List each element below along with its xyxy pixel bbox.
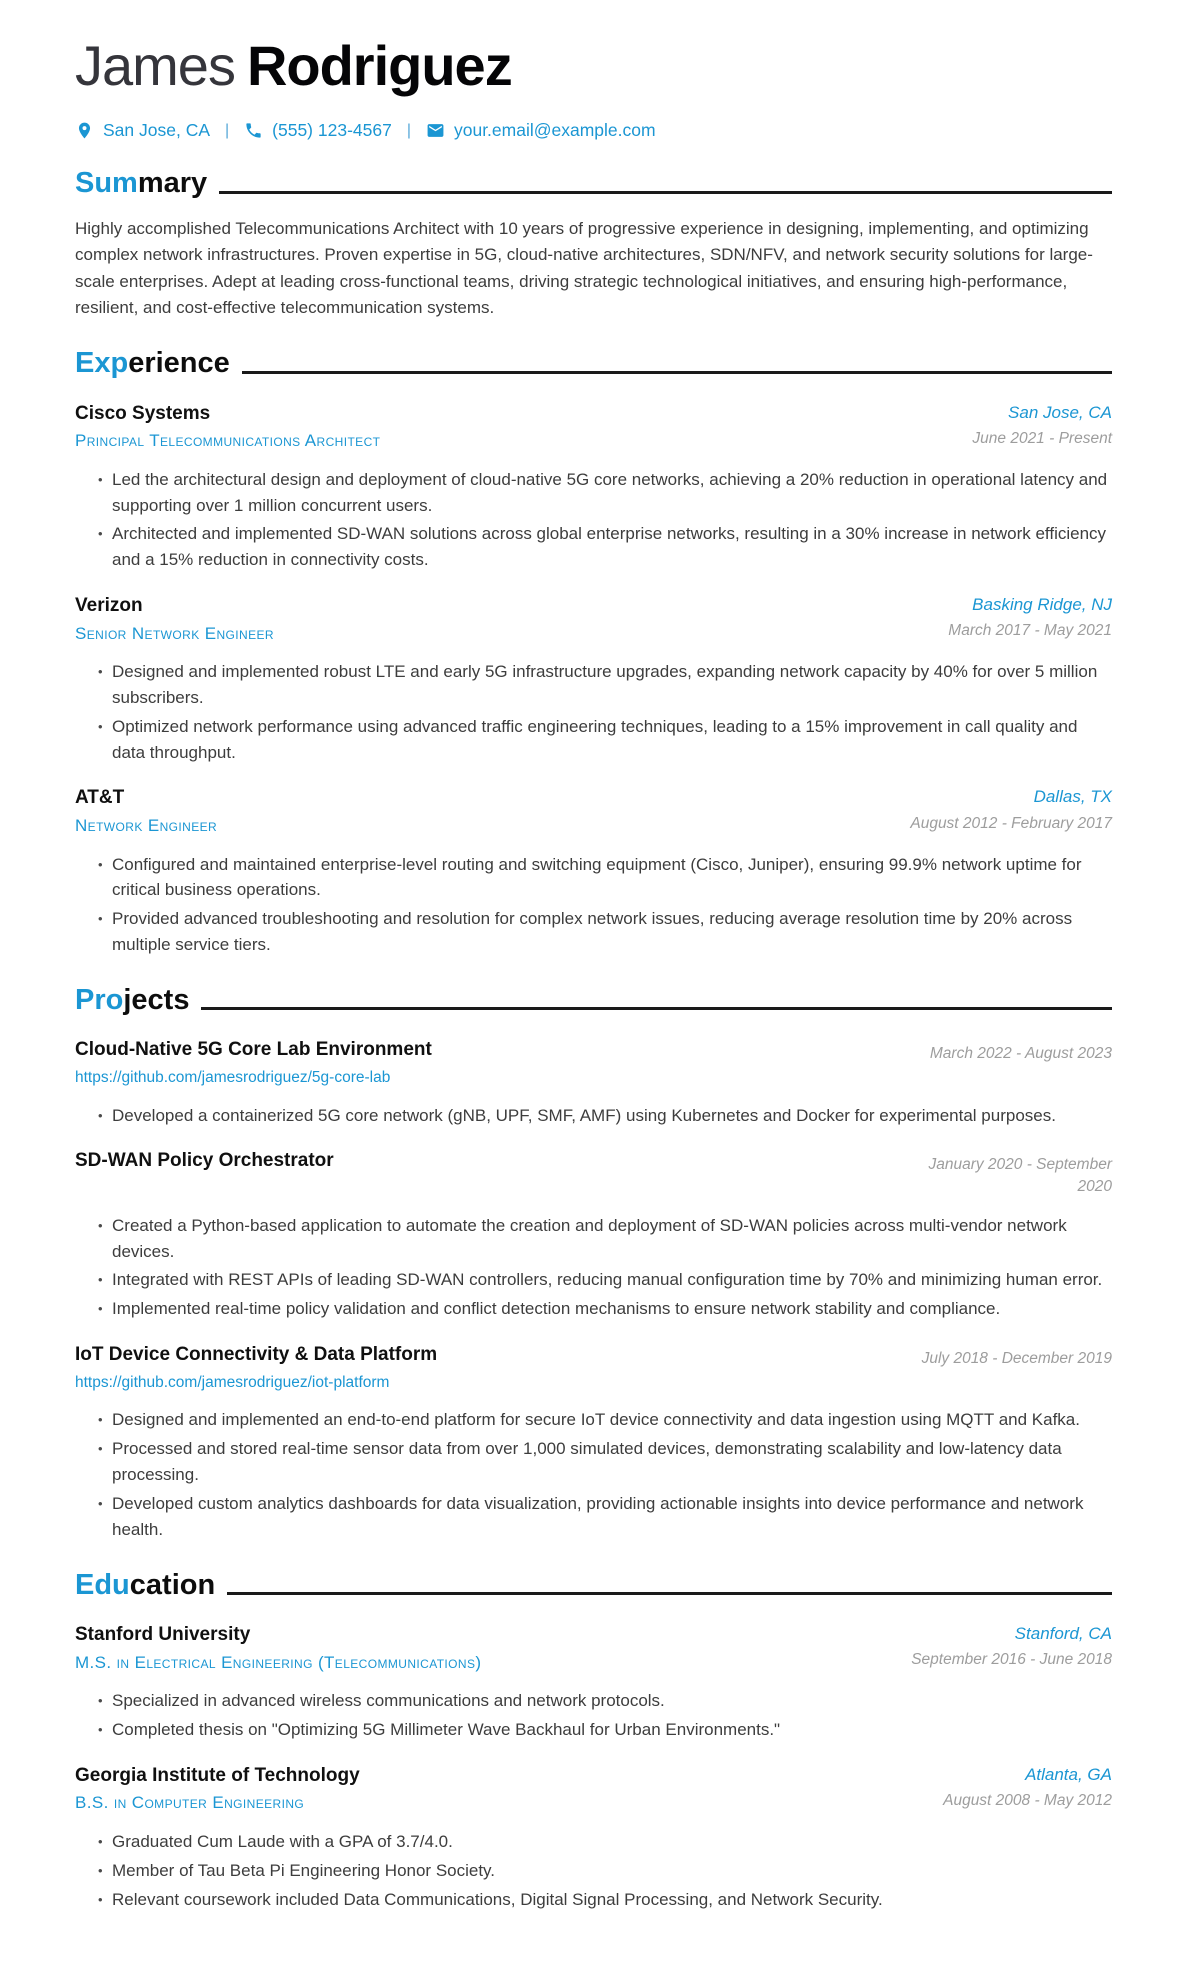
projects-entries xyxy=(75,1038,1112,1542)
degree: M.S. in Electrical Engineering (Telecommunications) xyxy=(75,1652,482,1672)
project-entry-meta xyxy=(930,1038,1112,1065)
section-title-rest: jects xyxy=(123,983,190,1016)
experience-entries xyxy=(75,402,1112,958)
project-title: SD-WAN Policy Orchestrator xyxy=(75,1150,334,1172)
bullet-item: • Integrated with REST APIs of leading SD-WAN controllers, reducing manual configuration time by 70% and minimizing human error. xyxy=(112,1267,1112,1293)
candidate-name xyxy=(75,36,1112,96)
contact-location xyxy=(75,120,210,141)
job-entry-header xyxy=(75,594,1112,644)
bullet-item: • Architected and implemented SD-WAN solutions across global enterprise networks, resulting in a 30% increase in network efficiency and a 15% reduction in connectivity costs. xyxy=(112,521,1112,573)
bullet-item: • Designed and implemented an end-to-end platform for secure IoT device connectivity and data ingestion using MQTT and Kafka. xyxy=(112,1407,1112,1433)
bullet-item: • Designed and implemented robust LTE and early 5G infrastructure upgrades, expanding network capacity by 40% for over 5 million subscribers. xyxy=(112,659,1112,711)
bullet-item: • Specialized in advanced wireless communications and network protocols. xyxy=(112,1688,1112,1714)
bullet-list xyxy=(75,1407,1112,1542)
job-role: Network Engineer xyxy=(75,816,218,836)
resume-header xyxy=(75,36,1112,141)
contact-email-text[interactable]: your.email@example.com xyxy=(453,120,656,141)
school-entry xyxy=(75,1764,1112,1913)
project-entry-header xyxy=(75,1038,1112,1087)
contact-phone-text: (555) 123-4567 xyxy=(272,120,392,141)
project-url-link[interactable]: https://github.com/jamesrodriguez/5g-core-lab xyxy=(75,1068,391,1086)
section-rule xyxy=(227,1592,1112,1595)
contact-separator: | xyxy=(406,121,411,139)
bullet-item: • Processed and stored real-time sensor data from over 1,000 simulated devices, demonstrating scalability and low-latency data processing. xyxy=(112,1436,1112,1488)
project-entry-header xyxy=(75,1343,1112,1392)
job-role: Principal Telecommunications Architect xyxy=(75,431,381,451)
school-title: Georgia Institute of Technology xyxy=(75,1764,360,1786)
phone-icon xyxy=(244,121,263,140)
project-title: IoT Device Connectivity & Data Platform xyxy=(75,1344,438,1366)
contact-phone xyxy=(244,120,392,141)
project-entry-left xyxy=(75,1343,437,1392)
school-entry-left xyxy=(75,1623,481,1673)
section-title-accent: Exp xyxy=(75,347,129,380)
project-entry xyxy=(75,1038,1112,1128)
bullet-item: • Relevant coursework included Data Communications, Digital Signal Processing, and Network Security. xyxy=(112,1887,1112,1913)
entry-dates: July 2018 - December 2019 xyxy=(921,1350,1112,1368)
section-title-education xyxy=(75,1569,1112,1602)
school-entry-left xyxy=(75,1764,360,1814)
bullet-item: • Implemented real-time policy validation and conflict detection mechanisms to ensure network stability and compliance. xyxy=(112,1296,1112,1322)
school-entry-header xyxy=(75,1764,1112,1814)
section-title-rest: cation xyxy=(129,1568,216,1601)
entry-dates: August 2012 - February 2017 xyxy=(910,814,1112,832)
section-title-rest: mary xyxy=(137,167,208,200)
project-entry-header xyxy=(75,1149,1112,1197)
job-entry-header xyxy=(75,402,1112,452)
entry-dates: September 2016 - June 2018 xyxy=(911,1651,1112,1669)
first-name: James xyxy=(75,34,235,97)
bullet-list xyxy=(75,1213,1112,1322)
contact-separator: | xyxy=(225,121,230,139)
school-title: Stanford University xyxy=(75,1623,251,1645)
job-entry xyxy=(75,402,1112,573)
bullet-item: • Developed a containerized 5G core network (gNB, UPF, SMF, AMF) using Kubernetes and Docker for experimental purposes. xyxy=(112,1103,1112,1129)
job-entry-header xyxy=(75,786,1112,836)
contact-row xyxy=(75,120,1112,141)
job-entry-meta xyxy=(972,402,1112,450)
section-title-summary xyxy=(75,167,1112,200)
section-title-accent: Edu xyxy=(75,1568,130,1601)
job-entry-meta xyxy=(948,594,1112,642)
job-entry-left xyxy=(75,594,274,644)
project-title: Cloud-Native 5G Core Lab Environment xyxy=(75,1039,432,1061)
project-entry-left xyxy=(75,1038,432,1087)
section-title-accent: Pro xyxy=(75,983,124,1016)
bullet-item: • Completed thesis on "Optimizing 5G Millimeter Wave Backhaul for Urban Environments." xyxy=(112,1717,1112,1743)
project-entry-meta xyxy=(922,1343,1112,1370)
bullet-item: • Provided advanced troubleshooting and resolution for complex network issues, reducing average resolution time by 20% across multiple service tiers. xyxy=(112,906,1112,958)
job-title: AT&T xyxy=(75,787,125,809)
entry-dates: August 2008 - May 2012 xyxy=(943,1791,1112,1809)
section-title-accent: Sum xyxy=(75,167,138,200)
bullet-item: • Member of Tau Beta Pi Engineering Honor Society. xyxy=(112,1858,1112,1884)
project-entry xyxy=(75,1149,1112,1322)
location-pin-icon xyxy=(75,121,94,140)
summary-paragraph: Highly accomplished Telecommunications Architect with 10 years of progressive experience in designing, implementing, and optimizing complex network infrastructures. Proven expertise in 5G, cloud-native architectures, SDN/NFV, and network security solutions for large-scale enterprises. Adept at leading cross-functional teams, driving strategic technological initiatives, and ensuring high-performance, resilient, and cost-effective telecommunication systems. xyxy=(75,218,1093,317)
bullet-item: • Optimized network performance using advanced traffic engineering techniques, leading to a 15% improvement in call quality and data throughput. xyxy=(112,714,1112,766)
bullet-list xyxy=(75,659,1112,765)
bullet-item: • Led the architectural design and deployment of cloud-native 5G core networks, achieving a 20% reduction in operational latency and supporting over 1 million concurrent users. xyxy=(112,467,1112,519)
contact-email[interactable] xyxy=(426,120,656,141)
project-url-link[interactable]: https://github.com/jamesrodriguez/iot-platform xyxy=(75,1373,390,1391)
bullet-list xyxy=(75,1103,1112,1129)
section-title-experience xyxy=(75,347,1112,380)
job-entry-left xyxy=(75,402,380,452)
entry-location: Dallas, TX xyxy=(1033,787,1112,807)
section-rule xyxy=(242,371,1112,374)
section-rule xyxy=(219,191,1112,194)
school-entry-header xyxy=(75,1623,1112,1673)
entry-location: Atlanta, GA xyxy=(1025,1764,1112,1784)
bullet-item: • Configured and maintained enterprise-level routing and switching equipment (Cisco, Juniper), ensuring 99.9% network uptime for critical business operations. xyxy=(112,852,1112,904)
entry-dates: June 2021 - Present xyxy=(972,429,1112,447)
project-entry-meta xyxy=(897,1149,1112,1197)
entry-location: San Jose, CA xyxy=(1008,402,1112,422)
job-entry-meta xyxy=(910,786,1112,834)
envelope-icon xyxy=(426,121,445,140)
bullet-item: • Graduated Cum Laude with a GPA of 3.7/4.0. xyxy=(112,1829,1112,1855)
job-entry xyxy=(75,786,1112,957)
section-title-projects xyxy=(75,984,1112,1017)
entry-dates: January 2020 - September 2020 xyxy=(928,1156,1112,1196)
education-entries xyxy=(75,1623,1112,1912)
school-entry-meta xyxy=(943,1764,1112,1812)
bullet-list xyxy=(75,467,1112,573)
entry-location: Basking Ridge, NJ xyxy=(972,594,1112,614)
project-entry xyxy=(75,1343,1112,1542)
school-entry-meta xyxy=(911,1623,1112,1671)
bullet-list xyxy=(75,1829,1112,1912)
section-rule xyxy=(201,1007,1112,1010)
job-role: Senior Network Engineer xyxy=(75,623,274,643)
job-entry xyxy=(75,594,1112,765)
bullet-item: • Developed custom analytics dashboards for data visualization, providing actionable insights into device performance and network health. xyxy=(112,1491,1112,1543)
degree: B.S. in Computer Engineering xyxy=(75,1793,305,1813)
bullet-list xyxy=(75,1688,1112,1743)
entry-dates: March 2022 - August 2023 xyxy=(929,1045,1112,1063)
job-entry-left xyxy=(75,786,217,836)
job-title: Cisco Systems xyxy=(75,402,211,424)
contact-location-text: San Jose, CA xyxy=(103,120,210,141)
section-title-rest: erience xyxy=(128,347,230,380)
last-name: Rodriguez xyxy=(246,34,512,97)
bullet-list xyxy=(75,852,1112,958)
project-entry-left xyxy=(75,1149,334,1173)
bullet-item: • Created a Python-based application to automate the creation and deployment of SD-WAN policies across multi-vendor network devices. xyxy=(112,1213,1112,1265)
entry-location: Stanford, CA xyxy=(1014,1623,1112,1643)
entry-dates: March 2017 - May 2021 xyxy=(948,622,1112,640)
job-title: Verizon xyxy=(75,594,143,616)
